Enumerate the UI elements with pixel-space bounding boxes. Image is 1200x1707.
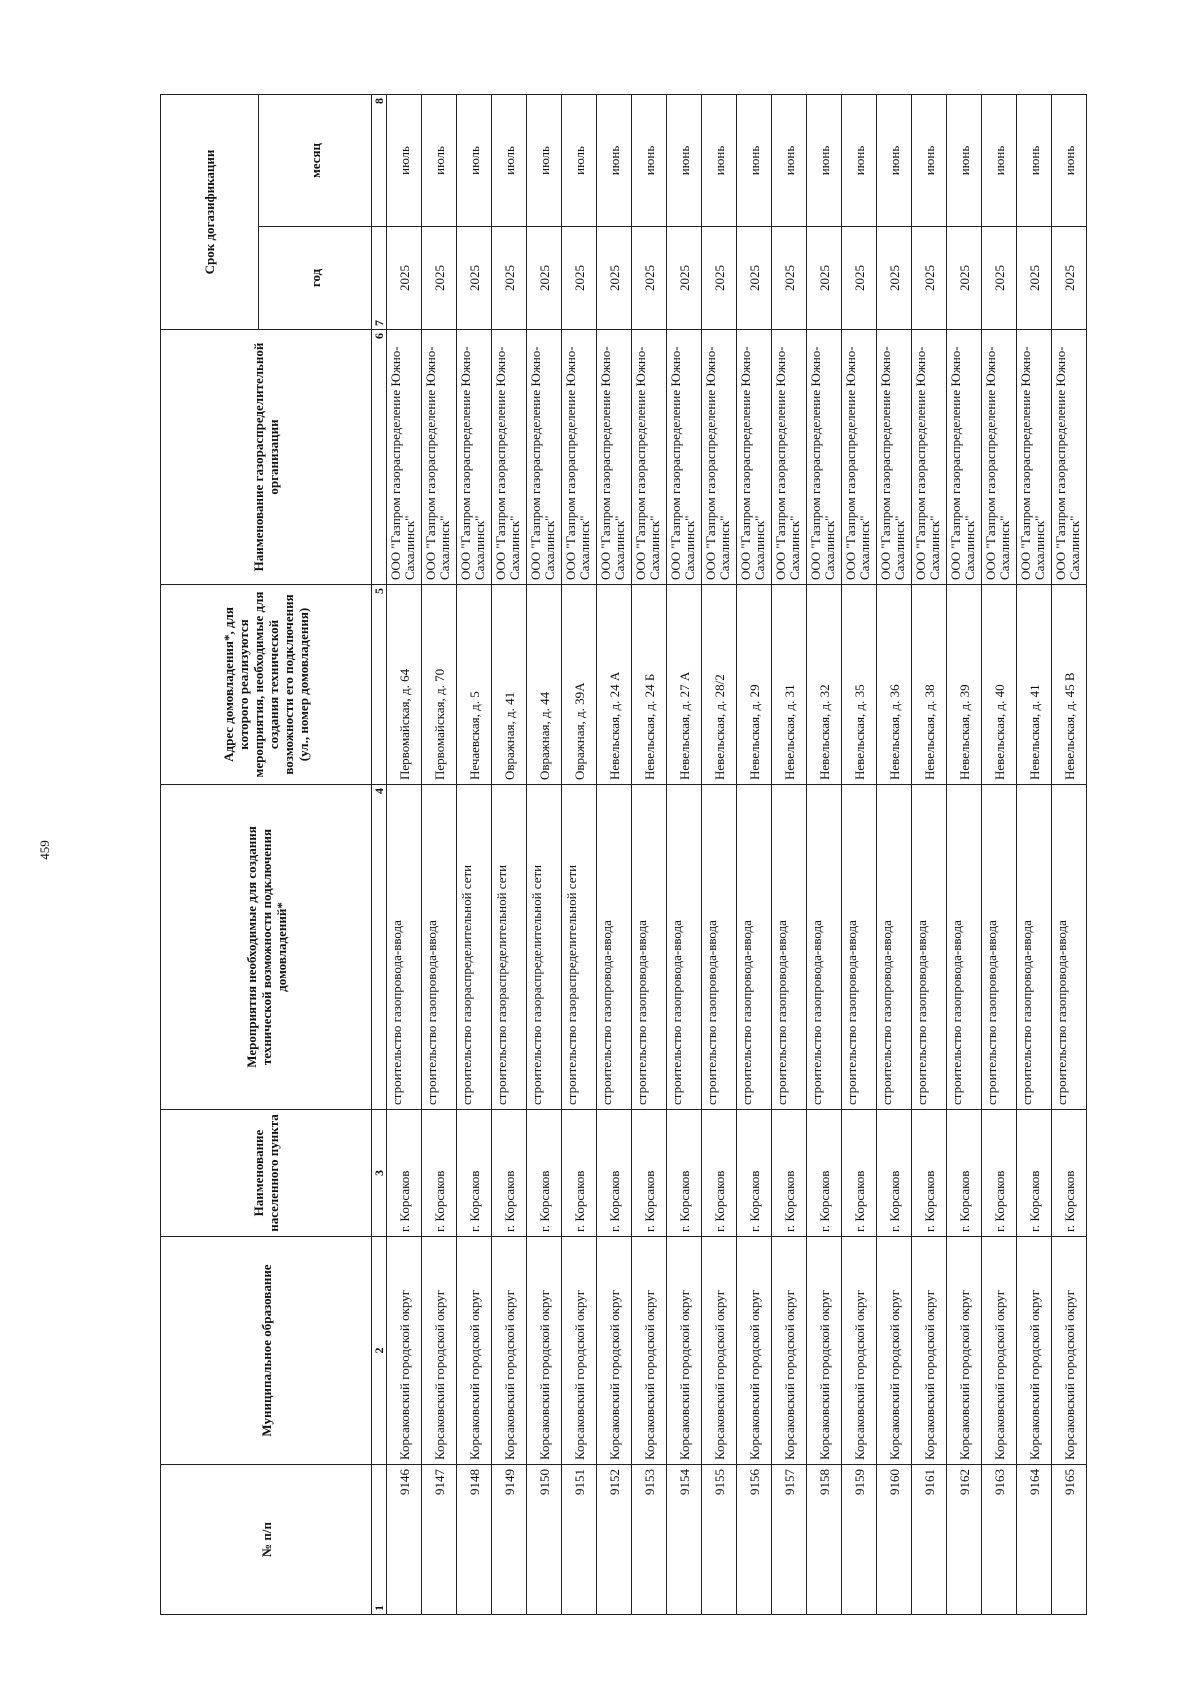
cell-settlement: г. Корсаков [667,1110,702,1237]
cell-municipality: Корсаковский городской округ [737,1237,772,1465]
cell-measures: строительство газопровода-ввода [702,785,737,1110]
cell-measures: строительство газопровода-ввода [807,785,842,1110]
gasification-table [160,94,1087,1615]
index-cell: 7 [372,227,387,330]
cell-organization: ООО "Газпром газораспределение Южно-Сахалинск" [632,330,667,585]
cell-address: Невельская, д. 40 [982,585,1017,785]
cell-settlement: г. Корсаков [1017,1110,1052,1237]
cell-num: 9157 [772,1465,807,1615]
header-deadline-group: Срок догазификации [161,95,259,330]
table-row [807,95,842,1615]
cell-organization: ООО "Газпром газораспределение Южно-Сахалинск" [492,330,527,585]
cell-year: 2025 [807,227,842,330]
cell-settlement: г. Корсаков [842,1110,877,1237]
cell-organization: ООО "Газпром газораспределение Южно-Сахалинск" [667,330,702,585]
cell-year: 2025 [772,227,807,330]
cell-municipality: Корсаковский городской округ [947,1237,982,1465]
cell-municipality: Корсаковский городской округ [877,1237,912,1465]
cell-month: июнь [667,95,702,227]
cell-month: июнь [702,95,737,227]
cell-settlement: г. Корсаков [772,1110,807,1237]
cell-settlement: г. Корсаков [702,1110,737,1237]
cell-organization: ООО "Газпром газораспределение Южно-Сахалинск" [387,330,422,585]
index-cell: 2 [372,1237,387,1465]
cell-num: 9154 [667,1465,702,1615]
cell-address: Невельская, д. 29 [737,585,772,785]
cell-measures: строительство газопровода-ввода [947,785,982,1110]
cell-address: Невельская, д. 35 [842,585,877,785]
cell-municipality: Корсаковский городской округ [912,1237,947,1465]
cell-month: июнь [597,95,632,227]
table-row [387,95,422,1615]
page-number: 459 [37,840,52,860]
cell-month: июнь [1052,95,1087,227]
cell-address: Невельская, д. 27 А [667,585,702,785]
cell-municipality: Корсаковский городской округ [422,1237,457,1465]
cell-measures: строительство газопровода-ввода [667,785,702,1110]
cell-organization: ООО "Газпром газораспределение Южно-Сахалинск" [772,330,807,585]
cell-year: 2025 [457,227,492,330]
cell-organization: ООО "Газпром газораспределение Южно-Сахалинск" [912,330,947,585]
cell-year: 2025 [877,227,912,330]
table-row [842,95,877,1615]
cell-organization: ООО "Газпром газораспределение Южно-Сахалинск" [562,330,597,585]
cell-num: 9160 [877,1465,912,1615]
cell-address: Невельская, д. 39 [947,585,982,785]
table-row [457,95,492,1615]
cell-month: июнь [737,95,772,227]
cell-year: 2025 [492,227,527,330]
cell-organization: ООО "Газпром газораспределение Южно-Сахалинск" [947,330,982,585]
rotated-table-wrapper [160,95,1082,1615]
cell-month: июль [457,95,492,227]
cell-settlement: г. Корсаков [632,1110,667,1237]
cell-municipality: Корсаковский городской округ [387,1237,422,1465]
cell-measures: строительство газопровода-ввода [842,785,877,1110]
cell-measures: строительство газопровода-ввода [772,785,807,1110]
cell-municipality: Корсаковский городской округ [702,1237,737,1465]
cell-measures: строительство газопровода-ввода [422,785,457,1110]
index-cell: 5 [372,585,387,785]
cell-address: Невельская, д. 45 В [1052,585,1087,785]
index-cell: 4 [372,785,387,1110]
cell-measures: строительство газопровода-ввода [387,785,422,1110]
cell-month: июнь [982,95,1017,227]
header-month: месяц [259,95,372,227]
cell-municipality: Корсаковский городской округ [492,1237,527,1465]
cell-address: Невельская, д. 41 [1017,585,1052,785]
table-row [597,95,632,1615]
table-row [1052,95,1087,1615]
cell-year: 2025 [527,227,562,330]
cell-num: 9151 [562,1465,597,1615]
cell-year: 2025 [562,227,597,330]
cell-year: 2025 [1017,227,1052,330]
cell-month: июнь [842,95,877,227]
cell-municipality: Корсаковский городской округ [667,1237,702,1465]
cell-month: июнь [772,95,807,227]
cell-organization: ООО "Газпром газораспределение Южно-Сахалинск" [807,330,842,585]
cell-month: июнь [947,95,982,227]
cell-num: 9162 [947,1465,982,1615]
cell-num: 9152 [597,1465,632,1615]
cell-num: 9161 [912,1465,947,1615]
cell-month: июль [562,95,597,227]
cell-measures: строительство газораспределительной сети [562,785,597,1110]
cell-municipality: Корсаковский городской округ [632,1237,667,1465]
cell-municipality: Корсаковский городской округ [457,1237,492,1465]
cell-num: 9150 [527,1465,562,1615]
table-row [527,95,562,1615]
cell-address: Невельская, д. 24 А [597,585,632,785]
cell-settlement: г. Корсаков [387,1110,422,1237]
cell-address: Невельская, д. 32 [807,585,842,785]
header-measures: Мероприятия необходимые для создания технической возможности подключения домовладений* [161,785,372,1110]
cell-address: Первомайская, д. 70 [422,585,457,785]
cell-num: 9156 [737,1465,772,1615]
cell-municipality: Корсаковский городской округ [807,1237,842,1465]
cell-num: 9158 [807,1465,842,1615]
cell-measures: строительство газопровода-ввода [982,785,1017,1110]
cell-month: июнь [632,95,667,227]
cell-year: 2025 [842,227,877,330]
cell-municipality: Корсаковский городской округ [562,1237,597,1465]
cell-settlement: г. Корсаков [807,1110,842,1237]
cell-address: Невельская, д. 24 Б [632,585,667,785]
cell-settlement: г. Корсаков [597,1110,632,1237]
index-row [372,95,387,1615]
cell-num: 9148 [457,1465,492,1615]
cell-address: Невельская, д. 36 [877,585,912,785]
cell-measures: строительство газопровода-ввода [632,785,667,1110]
cell-organization: ООО "Газпром газораспределение Южно-Сахалинск" [982,330,1017,585]
cell-num: 9149 [492,1465,527,1615]
cell-year: 2025 [1052,227,1087,330]
cell-measures: строительство газопровода-ввода [1017,785,1052,1110]
header-num: № п/п [161,1465,372,1615]
cell-settlement: г. Корсаков [527,1110,562,1237]
cell-month: июнь [877,95,912,227]
cell-municipality: Корсаковский городской округ [772,1237,807,1465]
index-cell: 8 [372,95,387,227]
cell-settlement: г. Корсаков [562,1110,597,1237]
cell-year: 2025 [912,227,947,330]
header-address: Адрес домовладения*, для которого реализуются мероприятия, необходимые для создания технической возможности его подключения (ул., номер домовладения) [161,585,372,785]
table-row [912,95,947,1615]
table-row [982,95,1017,1615]
cell-year: 2025 [667,227,702,330]
table-row [492,95,527,1615]
cell-organization: ООО "Газпром газораспределение Южно-Сахалинск" [1052,330,1087,585]
cell-organization: ООО "Газпром газораспределение Южно-Сахалинск" [457,330,492,585]
table-row [772,95,807,1615]
cell-settlement: г. Корсаков [947,1110,982,1237]
header-settlement: Наименование населенного пункта [161,1110,372,1237]
index-cell: 1 [372,1465,387,1615]
cell-organization: ООО "Газпром газораспределение Южно-Сахалинск" [842,330,877,585]
index-cell: 6 [372,330,387,585]
cell-num: 9153 [632,1465,667,1615]
cell-organization: ООО "Газпром газораспределение Южно-Сахалинск" [527,330,562,585]
table-row [877,95,912,1615]
cell-measures: строительство газопровода-ввода [1052,785,1087,1110]
header-row [161,95,259,1615]
cell-settlement: г. Корсаков [422,1110,457,1237]
cell-municipality: Корсаковский городской округ [1052,1237,1087,1465]
cell-month: июль [527,95,562,227]
cell-address: Овражная, д. 39А [562,585,597,785]
cell-measures: строительство газораспределительной сети [457,785,492,1110]
cell-measures: строительство газопровода-ввода [912,785,947,1110]
cell-year: 2025 [947,227,982,330]
cell-num: 9164 [1017,1465,1052,1615]
table-row [422,95,457,1615]
cell-num: 9155 [702,1465,737,1615]
cell-num: 9165 [1052,1465,1087,1615]
cell-settlement: г. Корсаков [982,1110,1017,1237]
table-row [702,95,737,1615]
cell-year: 2025 [632,227,667,330]
cell-address: Первомайская, д. 64 [387,585,422,785]
table-row [737,95,772,1615]
cell-address: Овражная, д. 41 [492,585,527,785]
cell-organization: ООО "Газпром газораспределение Южно-Сахалинск" [877,330,912,585]
cell-organization: ООО "Газпром газораспределение Южно-Сахалинск" [702,330,737,585]
cell-organization: ООО "Газпром газораспределение Южно-Сахалинск" [1017,330,1052,585]
cell-organization: ООО "Газпром газораспределение Южно-Сахалинск" [422,330,457,585]
cell-settlement: г. Корсаков [1052,1110,1087,1237]
table-row [947,95,982,1615]
table-body [387,95,1087,1615]
cell-num: 9147 [422,1465,457,1615]
header-year: год [259,227,372,330]
cell-year: 2025 [597,227,632,330]
cell-settlement: г. Корсаков [457,1110,492,1237]
header-organization: Наименование газораспределительной организации [161,330,372,585]
cell-organization: ООО "Газпром газораспределение Южно-Сахалинск" [737,330,772,585]
cell-address: Невельская, д. 31 [772,585,807,785]
cell-month: июль [387,95,422,227]
cell-municipality: Корсаковский городской округ [527,1237,562,1465]
cell-month: июль [422,95,457,227]
cell-year: 2025 [702,227,737,330]
cell-measures: строительство газопровода-ввода [597,785,632,1110]
table-row [1017,95,1052,1615]
cell-organization: ООО "Газпром газораспределение Южно-Сахалинск" [597,330,632,585]
table-row [667,95,702,1615]
cell-settlement: г. Корсаков [737,1110,772,1237]
cell-month: июль [492,95,527,227]
cell-address: Невельская, д. 28/2 [702,585,737,785]
cell-municipality: Корсаковский городской округ [982,1237,1017,1465]
cell-municipality: Корсаковский городской округ [842,1237,877,1465]
table-row [632,95,667,1615]
cell-measures: строительство газопровода-ввода [877,785,912,1110]
cell-measures: строительство газораспределительной сети [527,785,562,1110]
cell-month: июнь [1017,95,1052,227]
cell-month: июнь [807,95,842,227]
cell-year: 2025 [422,227,457,330]
index-cell: 3 [372,1110,387,1237]
cell-address: Невельская, д. 38 [912,585,947,785]
cell-settlement: г. Корсаков [877,1110,912,1237]
cell-settlement: г. Корсаков [492,1110,527,1237]
cell-year: 2025 [982,227,1017,330]
header-municipality: Муниципальное образование [161,1237,372,1465]
cell-month: июнь [912,95,947,227]
cell-year: 2025 [387,227,422,330]
cell-num: 9146 [387,1465,422,1615]
cell-address: Нечаевская, д. 5 [457,585,492,785]
cell-measures: строительство газопровода-ввода [737,785,772,1110]
cell-municipality: Корсаковский городской округ [1017,1237,1052,1465]
cell-municipality: Корсаковский городской округ [597,1237,632,1465]
cell-settlement: г. Корсаков [912,1110,947,1237]
table-row [562,95,597,1615]
cell-year: 2025 [737,227,772,330]
cell-address: Овражная, д. 44 [527,585,562,785]
cell-num: 9159 [842,1465,877,1615]
cell-measures: строительство газораспределительной сети [492,785,527,1110]
cell-num: 9163 [982,1465,1017,1615]
